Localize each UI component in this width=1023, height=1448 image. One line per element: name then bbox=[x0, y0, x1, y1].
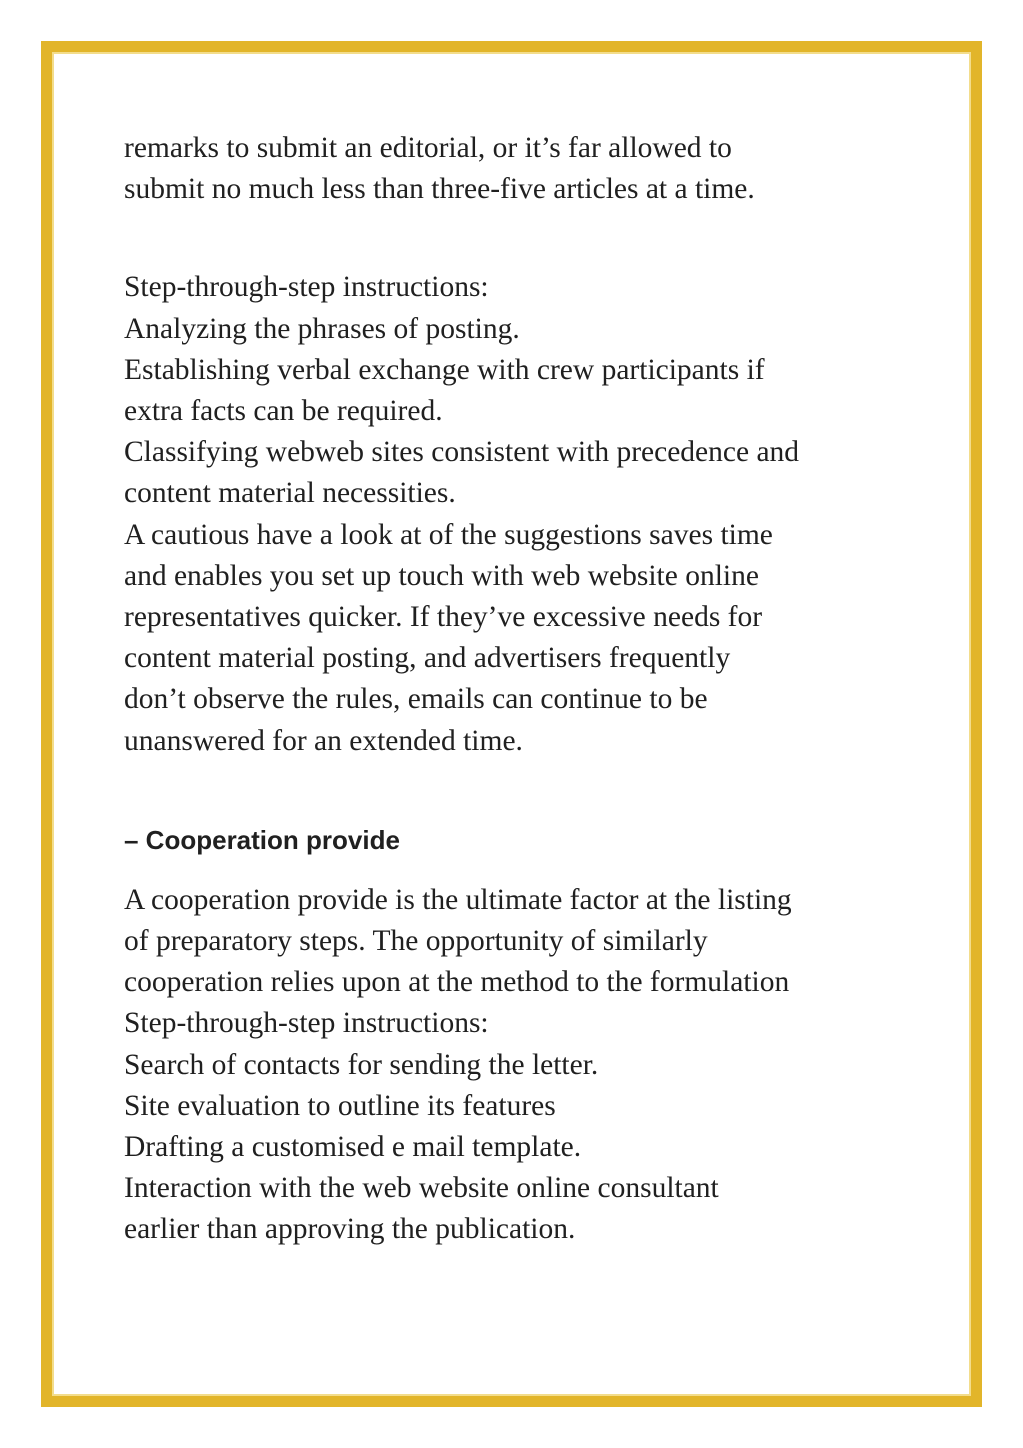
paragraph-instructions bbox=[124, 267, 914, 761]
text-line: of preparatory steps. The opportunity of similarly bbox=[124, 925, 708, 958]
text-line: Establishing verbal exchange with crew participants if bbox=[124, 353, 765, 386]
text-line: unanswered for an extended time. bbox=[124, 724, 523, 757]
text-line: Classifying webweb sites consistent with precedence and bbox=[124, 436, 800, 469]
text-line: extra facts can be required. bbox=[124, 395, 443, 428]
paragraph-submission-rules bbox=[124, 128, 914, 210]
document-body bbox=[124, 128, 914, 1251]
text-line: A cooperation provide is the ultimate factor at the listing bbox=[124, 883, 792, 916]
text-line: cooperation relies upon at the method to the formulation bbox=[124, 966, 790, 999]
text-line: content material necessities. bbox=[124, 477, 456, 510]
text-line: Analyzing the phrases of posting. bbox=[124, 312, 520, 345]
text-line: representatives quicker. If they’ve excessive needs for bbox=[124, 601, 763, 634]
text-line: remarks to submit an editorial, or it’s far allowed to bbox=[124, 132, 732, 164]
text-line: Search of contacts for sending the letter. bbox=[124, 1048, 599, 1081]
text-line: submit no much less than three-five articles at a time. bbox=[124, 173, 755, 206]
text-line: Step-through-step instructions: bbox=[124, 271, 489, 304]
text-line: and enables you set up touch with web website online bbox=[124, 559, 759, 592]
text-line: don’t observe the rules, emails can continue to be bbox=[124, 683, 708, 716]
text-line: A cautious have a look at of the suggestions saves time bbox=[124, 518, 773, 551]
text-line: Site evaluation to outline its features bbox=[124, 1089, 556, 1122]
text-line: Step-through-step instructions: bbox=[124, 1007, 489, 1040]
section-heading: – Cooperation provide bbox=[124, 824, 400, 855]
text-line: Interaction with the web website online consultant bbox=[124, 1172, 719, 1205]
text-line: Drafting a customised e mail template. bbox=[124, 1131, 582, 1164]
text-line: content material posting, and advertisers frequently bbox=[124, 642, 731, 675]
text-line: earlier than approving the publication. bbox=[124, 1213, 576, 1246]
paragraph-cooperation bbox=[124, 880, 914, 1251]
